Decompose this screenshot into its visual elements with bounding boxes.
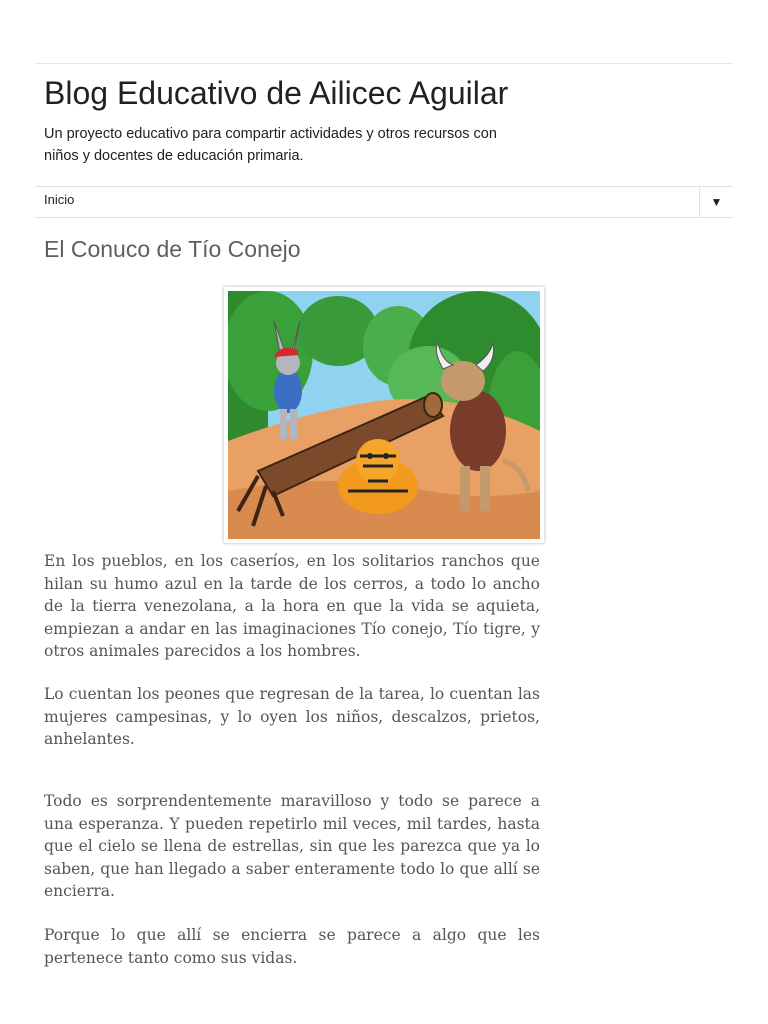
nav-home-link[interactable]: Inicio (44, 192, 75, 207)
blog-description: Un proyecto educativo para compartir actividades y otros recursos con niños y docentes de educación primaria. (44, 126, 497, 164)
post-title[interactable]: El Conuco de Tío Conejo (44, 236, 301, 262)
blog-title[interactable]: Blog Educativo de Ailicec Aguilar (44, 75, 509, 111)
story-illustration-icon (228, 291, 540, 539)
chevron-down-icon: ▼ (710, 195, 723, 209)
page-navigation (35, 186, 733, 218)
post-paragraph: Lo cuentan los peones que regresan de la tarea, lo cuentan las mujeres campesinas, y lo oyen los niños, descalzos, prietos, anhelantes. (44, 685, 540, 748)
header-divider (35, 63, 733, 64)
post-paragraph: Porque lo que allí se encierra se parece a algo que les pertenece tanto como sus vidas. (44, 926, 540, 967)
post-paragraph: Todo es sorprendentemente maravilloso y todo se parece a una esperanza. Y pueden repetirlo mil veces, mil tardes, hasta que el cielo se llena de estrellas, sin que les parezca que ya lo saben, que han llegado a saber enteramente todo lo que allí se encierra. (44, 792, 540, 900)
post-image[interactable] (224, 287, 544, 543)
post-paragraph: En los pueblos, en los caseríos, en los solitarios ranchos que hilan su humo azul en la tarde de los cerros, a todo lo ancho de la tierra venezolana, a la hora en que la vida se aquieta, empiezan a andar en las imaginaciones Tío conejo, Tío tigre, y otros animales parecidos a los hombres. (44, 552, 540, 660)
nav-menu-toggle[interactable] (699, 187, 733, 217)
